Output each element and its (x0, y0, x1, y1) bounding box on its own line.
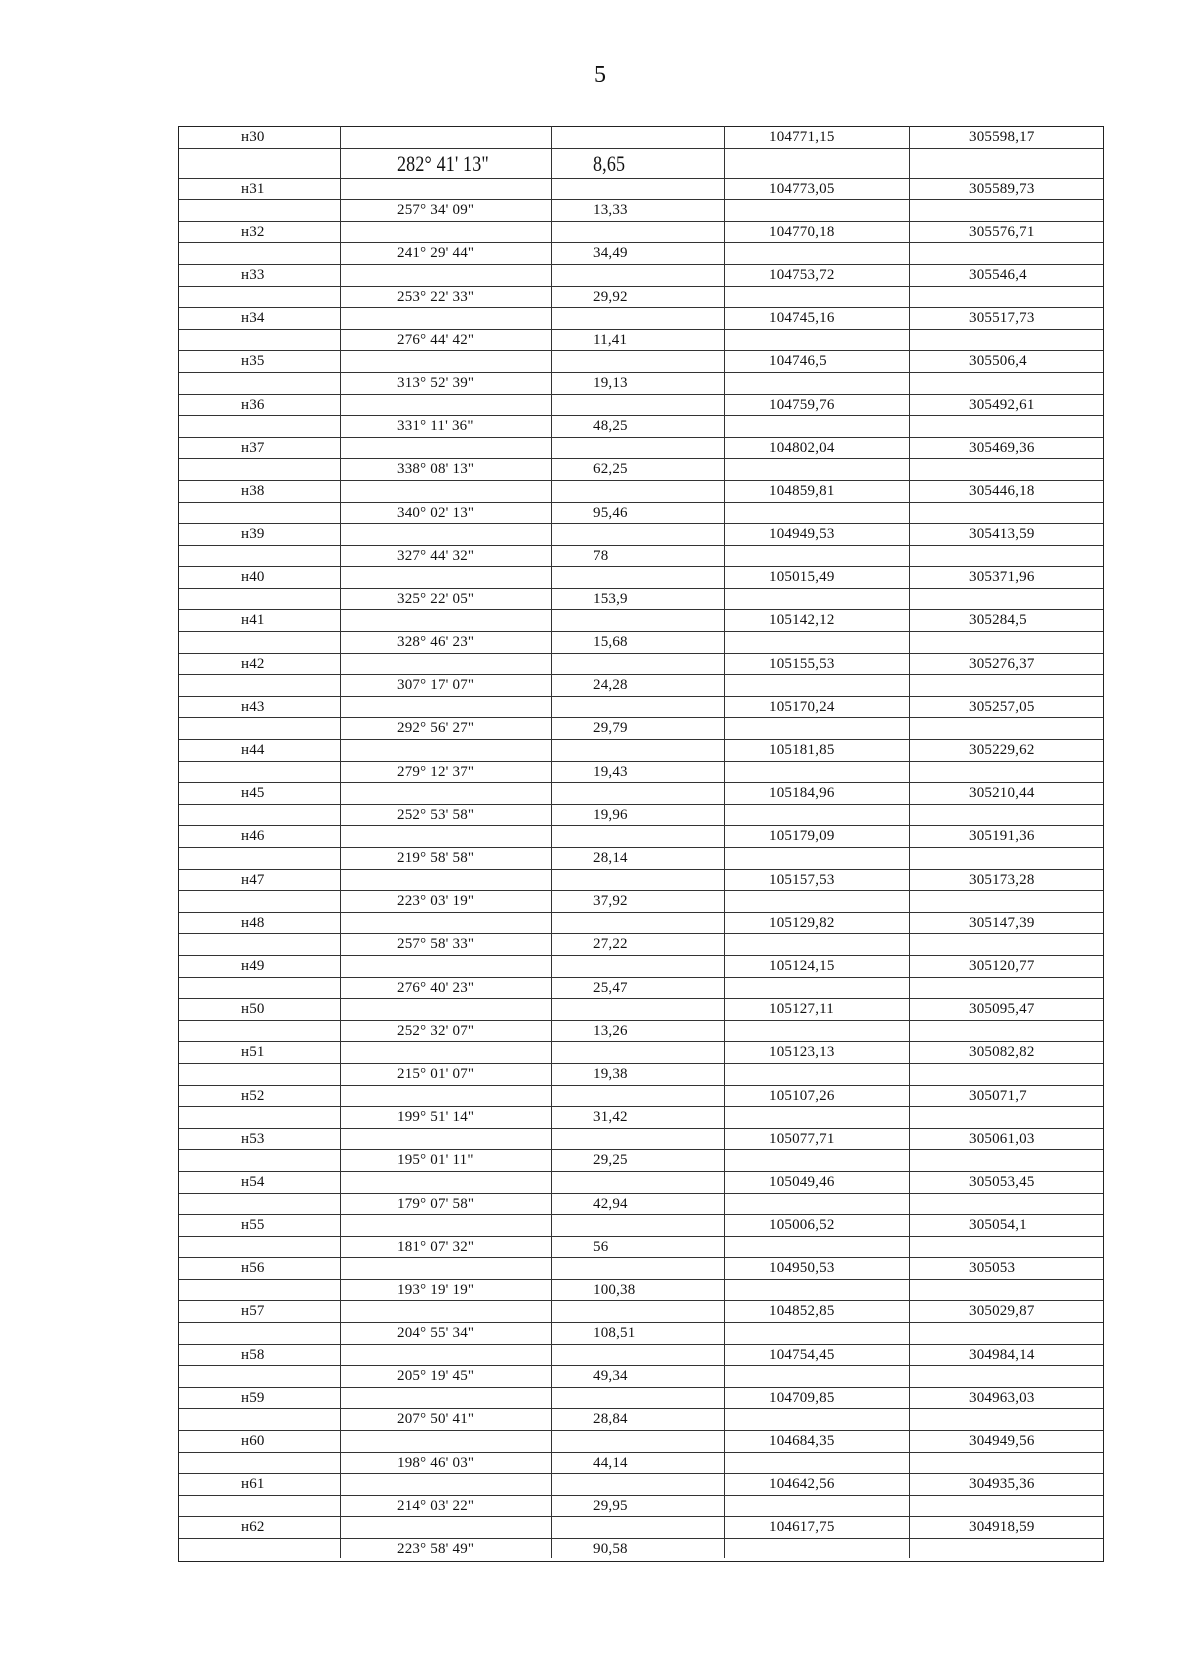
segment-row (179, 200, 1103, 222)
y-coordinate: 305147,39 (969, 914, 1035, 931)
x-coordinate: 104773,05 (769, 180, 835, 197)
segment-length: 19,13 (593, 374, 628, 391)
page-number: 5 (594, 62, 606, 88)
x-coordinate: 104642,56 (769, 1476, 835, 1493)
point-row (179, 395, 1103, 417)
point-name: н40 (241, 569, 265, 586)
y-coordinate: 305598,17 (969, 129, 1035, 145)
x-coordinate: 105006,52 (769, 1217, 835, 1234)
y-coordinate: 305191,36 (969, 828, 1035, 845)
x-coordinate: 105170,24 (769, 698, 835, 715)
point-row (179, 179, 1103, 201)
x-coordinate: 104802,04 (769, 439, 835, 456)
y-coordinate: 305053,45 (969, 1173, 1035, 1190)
x-coordinate: 104771,15 (769, 129, 835, 145)
segment-length: 49,34 (593, 1368, 628, 1385)
x-coordinate: 105077,71 (769, 1130, 835, 1147)
x-coordinate: 105181,85 (769, 742, 835, 759)
point-name: н30 (241, 129, 265, 145)
y-coordinate: 305517,73 (969, 310, 1035, 327)
point-row (179, 654, 1103, 676)
direction-angle: 276° 40' 23" (397, 979, 475, 996)
point-name: н31 (241, 180, 265, 197)
x-coordinate: 105124,15 (769, 957, 835, 974)
direction-angle: 252° 32' 07" (397, 1022, 475, 1039)
x-coordinate: 105179,09 (769, 828, 835, 845)
y-coordinate: 305284,5 (969, 612, 1027, 629)
point-row (179, 1517, 1103, 1539)
y-coordinate: 304984,14 (969, 1346, 1035, 1363)
direction-angle: 328° 46' 23" (397, 634, 475, 651)
x-coordinate: 104852,85 (769, 1303, 835, 1320)
segment-row (179, 373, 1103, 395)
direction-angle: 215° 01' 07" (397, 1065, 475, 1082)
point-row (179, 1042, 1103, 1064)
y-coordinate: 305173,28 (969, 871, 1035, 888)
x-coordinate: 105127,11 (769, 1001, 834, 1018)
point-row (179, 567, 1103, 589)
column-divider (909, 126, 910, 1558)
x-coordinate: 104709,85 (769, 1389, 835, 1406)
point-row (179, 1172, 1103, 1194)
segment-length: 19,96 (593, 806, 628, 823)
x-coordinate: 105129,82 (769, 914, 835, 931)
point-name: н58 (241, 1346, 265, 1363)
direction-angle: 313° 52' 39" (397, 374, 475, 391)
y-coordinate: 305095,47 (969, 1001, 1035, 1018)
segment-row (179, 675, 1103, 697)
y-coordinate: 305210,44 (969, 785, 1035, 802)
point-row (179, 265, 1103, 287)
direction-angle: 338° 08' 13" (397, 461, 475, 478)
point-name: н37 (241, 439, 265, 456)
point-row (179, 826, 1103, 848)
segment-length: 29,79 (593, 720, 628, 737)
point-row (179, 1301, 1103, 1323)
y-coordinate: 305053 (969, 1260, 1016, 1277)
segment-row (179, 1280, 1103, 1302)
point-name: н36 (241, 396, 265, 413)
direction-angle: 204° 55' 34" (397, 1325, 475, 1342)
point-row (179, 222, 1103, 244)
point-name: н32 (241, 223, 265, 240)
point-name: н45 (241, 785, 265, 802)
point-row (179, 999, 1103, 1021)
point-row (179, 783, 1103, 805)
point-name: н46 (241, 828, 265, 845)
point-row (179, 351, 1103, 373)
segment-length: 8,65 (593, 150, 626, 176)
x-coordinate: 105123,13 (769, 1044, 835, 1061)
direction-angle: 292° 56' 27" (397, 720, 475, 737)
x-coordinate: 105155,53 (769, 655, 835, 672)
point-name: н42 (241, 655, 265, 672)
segment-row (179, 1150, 1103, 1172)
point-name: н61 (241, 1476, 265, 1493)
segment-row (179, 718, 1103, 740)
x-coordinate: 105049,46 (769, 1173, 835, 1190)
point-name: н53 (241, 1130, 265, 1147)
y-coordinate: 304949,56 (969, 1433, 1035, 1450)
segment-row (179, 1539, 1103, 1561)
x-coordinate: 105142,12 (769, 612, 835, 629)
point-row (179, 127, 1103, 149)
y-coordinate: 305589,73 (969, 180, 1035, 197)
x-coordinate: 104617,75 (769, 1519, 835, 1536)
direction-angle: 253° 22' 33" (397, 288, 475, 305)
point-name: н33 (241, 266, 265, 283)
segment-length: 100,38 (593, 1281, 636, 1298)
segment-length: 29,92 (593, 288, 628, 305)
segment-row (179, 1107, 1103, 1129)
direction-angle: 214° 03' 22" (397, 1497, 475, 1514)
direction-angle: 181° 07' 32" (397, 1238, 475, 1255)
point-row (179, 740, 1103, 762)
segment-row (179, 978, 1103, 1000)
direction-angle: 195° 01' 11" (397, 1152, 474, 1169)
column-divider (724, 126, 725, 1558)
x-coordinate: 105157,53 (769, 871, 835, 888)
segment-row (179, 762, 1103, 784)
x-coordinate: 104859,81 (769, 482, 835, 499)
x-coordinate: 104745,16 (769, 310, 835, 327)
segment-row (179, 848, 1103, 870)
segment-row (179, 1366, 1103, 1388)
direction-angle: 276° 44' 42" (397, 331, 475, 348)
segment-row (179, 1453, 1103, 1475)
point-row (179, 1258, 1103, 1280)
segment-length: 56 (593, 1238, 609, 1255)
segment-row (179, 1194, 1103, 1216)
point-name: н59 (241, 1389, 265, 1406)
x-coordinate: 104746,5 (769, 353, 827, 370)
segment-length: 153,9 (593, 590, 628, 607)
segment-length: 29,25 (593, 1152, 628, 1169)
direction-angle: 327° 44' 32" (397, 547, 475, 564)
y-coordinate: 304963,03 (969, 1389, 1035, 1406)
segment-length: 27,22 (593, 936, 628, 953)
direction-angle: 199° 51' 14" (397, 1109, 475, 1126)
point-row (179, 308, 1103, 330)
y-coordinate: 305054,1 (969, 1217, 1027, 1234)
y-coordinate: 305257,05 (969, 698, 1035, 715)
point-row (179, 697, 1103, 719)
segment-length: 108,51 (593, 1325, 636, 1342)
direction-angle: 257° 58' 33" (397, 936, 475, 953)
direction-angle: 279° 12' 37" (397, 763, 475, 780)
y-coordinate: 304935,36 (969, 1476, 1035, 1493)
direction-angle: 223° 03' 19" (397, 893, 475, 910)
point-row (179, 1431, 1103, 1453)
y-coordinate: 305469,36 (969, 439, 1035, 456)
direction-angle: 325° 22' 05" (397, 590, 475, 607)
segment-length: 19,43 (593, 763, 628, 780)
point-name: н60 (241, 1433, 265, 1450)
segment-row (179, 1323, 1103, 1345)
segment-length: 44,14 (593, 1454, 628, 1471)
point-row (179, 438, 1103, 460)
x-coordinate: 104949,53 (769, 526, 835, 543)
segment-length: 42,94 (593, 1195, 628, 1212)
segment-length: 29,95 (593, 1497, 628, 1514)
segment-length: 78 (593, 547, 609, 564)
x-coordinate: 104684,35 (769, 1433, 835, 1450)
y-coordinate: 305371,96 (969, 569, 1035, 586)
segment-length: 28,84 (593, 1411, 628, 1428)
point-name: н55 (241, 1217, 265, 1234)
segment-row (179, 416, 1103, 438)
y-coordinate: 305492,61 (969, 396, 1035, 413)
direction-angle: 241° 29' 44" (397, 245, 475, 262)
segment-length: 28,14 (593, 850, 628, 866)
direction-angle: 223° 58' 49" (397, 1541, 475, 1557)
segment-length: 25,47 (593, 979, 628, 996)
x-coordinate: 105184,96 (769, 785, 835, 802)
point-name: н50 (241, 1001, 265, 1018)
point-row (179, 524, 1103, 546)
direction-angle: 282° 41' 13" (397, 150, 489, 176)
segment-length: 95,46 (593, 504, 628, 521)
point-name: н54 (241, 1173, 265, 1190)
y-coordinate: 305506,4 (969, 353, 1027, 370)
point-row (179, 1086, 1103, 1108)
segment-row (179, 1409, 1103, 1431)
y-coordinate: 304918,59 (969, 1519, 1035, 1536)
point-row (179, 1215, 1103, 1237)
segment-row (179, 1237, 1103, 1259)
segment-length: 13,26 (593, 1022, 628, 1039)
segment-length: 13,33 (593, 202, 628, 219)
direction-angle: 179° 07' 58" (397, 1195, 475, 1212)
point-row (179, 1388, 1103, 1410)
point-name: н43 (241, 698, 265, 715)
point-name: н44 (241, 742, 265, 759)
point-row (179, 956, 1103, 978)
point-row (179, 610, 1103, 632)
point-name: н52 (241, 1087, 265, 1104)
point-name: н51 (241, 1044, 265, 1061)
point-name: н57 (241, 1303, 265, 1320)
direction-angle: 198° 46' 03" (397, 1454, 475, 1471)
point-name: н48 (241, 914, 265, 931)
x-coordinate: 104770,18 (769, 223, 835, 240)
segment-length: 24,28 (593, 677, 628, 694)
coordinates-table (178, 126, 1104, 1562)
point-name: н35 (241, 353, 265, 370)
point-name: н49 (241, 957, 265, 974)
segment-length: 48,25 (593, 418, 628, 435)
segment-row (179, 1496, 1103, 1518)
column-divider (340, 126, 341, 1558)
direction-angle: 331° 11' 36" (397, 418, 474, 435)
point-row (179, 1345, 1103, 1367)
direction-angle: 207° 50' 41" (397, 1411, 475, 1428)
y-coordinate: 305061,03 (969, 1130, 1035, 1147)
segment-row (179, 1064, 1103, 1086)
segment-length: 11,41 (593, 331, 628, 348)
column-divider (551, 126, 552, 1558)
segment-row (179, 546, 1103, 568)
point-row (179, 1129, 1103, 1151)
direction-angle: 307° 17' 07" (397, 677, 475, 694)
direction-angle: 257° 34' 09" (397, 202, 475, 219)
y-coordinate: 305082,82 (969, 1044, 1035, 1061)
segment-row (179, 243, 1103, 265)
segment-row (179, 459, 1103, 481)
segment-row (179, 891, 1103, 913)
x-coordinate: 104950,53 (769, 1260, 835, 1277)
y-coordinate: 305446,18 (969, 482, 1035, 499)
point-name: н56 (241, 1260, 265, 1277)
point-name: н47 (241, 871, 265, 888)
segment-length: 90,58 (593, 1541, 628, 1557)
point-row (179, 481, 1103, 503)
segment-length: 15,68 (593, 634, 628, 651)
x-coordinate: 105107,26 (769, 1087, 835, 1104)
point-name: н41 (241, 612, 265, 629)
segment-length: 34,49 (593, 245, 628, 262)
y-coordinate: 305229,62 (969, 742, 1035, 759)
direction-angle: 340° 02' 13" (397, 504, 475, 521)
point-name: н62 (241, 1519, 265, 1536)
x-coordinate: 104753,72 (769, 266, 835, 283)
segment-row (179, 287, 1103, 309)
point-name: н39 (241, 526, 265, 543)
segment-row (179, 632, 1103, 654)
segment-row (179, 805, 1103, 827)
segment-row (179, 589, 1103, 611)
x-coordinate: 104754,45 (769, 1346, 835, 1363)
direction-angle: 193° 19' 19" (397, 1281, 475, 1298)
point-name: н34 (241, 310, 265, 327)
segment-row (179, 149, 1103, 179)
y-coordinate: 305276,37 (969, 655, 1035, 672)
y-coordinate: 305029,87 (969, 1303, 1035, 1320)
direction-angle: 219° 58' 58" (397, 850, 475, 866)
segment-row (179, 503, 1103, 525)
segment-row (179, 1021, 1103, 1043)
segment-row (179, 934, 1103, 956)
segment-length: 19,38 (593, 1065, 628, 1082)
segment-length: 31,42 (593, 1109, 628, 1126)
x-coordinate: 105015,49 (769, 569, 835, 586)
point-row (179, 870, 1103, 892)
point-row (179, 913, 1103, 935)
point-name: н38 (241, 482, 265, 499)
segment-row (179, 330, 1103, 352)
x-coordinate: 104759,76 (769, 396, 835, 413)
segment-length: 37,92 (593, 893, 628, 910)
y-coordinate: 305120,77 (969, 957, 1035, 974)
direction-angle: 205° 19' 45" (397, 1368, 475, 1385)
y-coordinate: 305071,7 (969, 1087, 1027, 1104)
segment-length: 62,25 (593, 461, 628, 478)
point-row (179, 1474, 1103, 1496)
y-coordinate: 305576,71 (969, 223, 1035, 240)
direction-angle: 252° 53' 58" (397, 806, 475, 823)
y-coordinate: 305413,59 (969, 526, 1035, 543)
y-coordinate: 305546,4 (969, 266, 1027, 283)
